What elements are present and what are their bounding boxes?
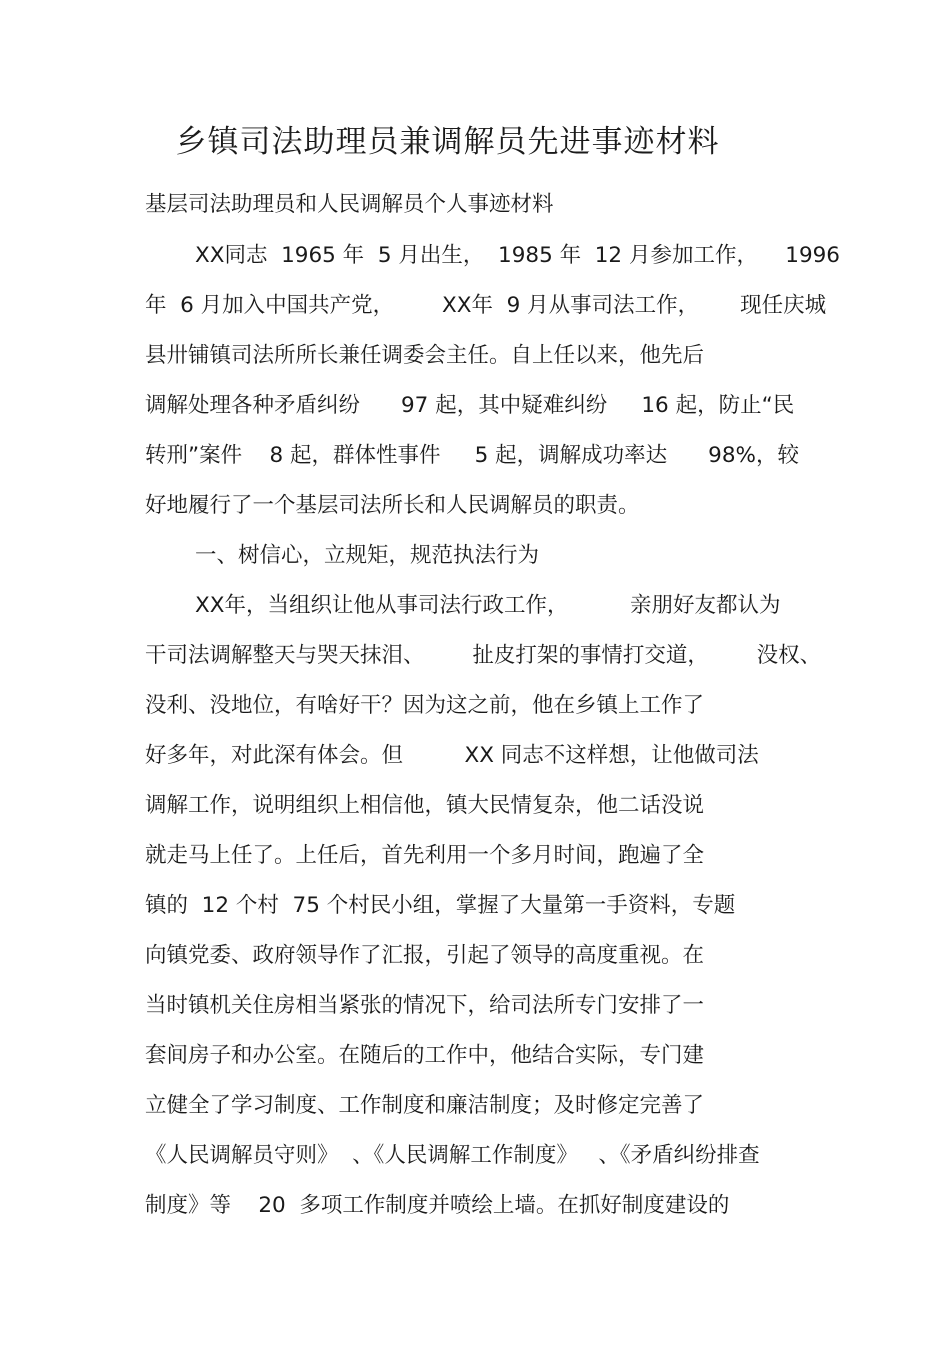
paragraph-line: XX年，当组织让他从事司法行政工作， 亲朋好友都认为: [195, 593, 781, 618]
paragraph-line: 年 6 月加入中国共产党， XX年 9 月从事司法工作， 现任庆城: [145, 293, 827, 318]
document-title: 乡镇司法助理员兼调解员先进事迹材料: [175, 124, 720, 160]
paragraph-line: 套间房子和办公室。在随后的工作中，他结合实际，专门建: [145, 1043, 705, 1068]
paragraph-line: 制度》等 20 多项工作制度并喷绘上墙。在抓好制度建设的: [145, 1193, 730, 1218]
paragraph-line: 《人民调解员守则》 、《人民调解工作制度》 、《矛盾纠纷排查: [145, 1143, 760, 1168]
paragraph-line: 镇的 12 个村 75 个村民小组，掌握了大量第一手资料，专题: [145, 893, 736, 918]
paragraph-line: 没利、没地位，有啥好干？因为这之前，他在乡镇上工作了: [145, 693, 705, 718]
paragraph-line: 立健全了学习制度、工作制度和廉洁制度；及时修定完善了: [145, 1093, 705, 1118]
paragraph-line: 当时镇机关住房相当紧张的情况下，给司法所专门安排了一: [145, 993, 705, 1018]
paragraph-line: 就走马上任了。上任后，首先利用一个多月时间，跑遍了全: [145, 843, 705, 868]
paragraph-line: XX同志 1965 年 5 月出生， 1985 年 12 月参加工作， 1996: [195, 243, 840, 268]
paragraph-line: 调解处理各种矛盾纠纷 97 起，其中疑难纠纷 16 起，防止“民: [145, 393, 795, 418]
paragraph-line: 好多年，对此深有体会。但 XX 同志不这样想，让他做司法: [145, 743, 759, 768]
paragraph-line: 向镇党委、政府领导作了汇报，引起了领导的高度重视。在: [145, 943, 705, 968]
document-subtitle: 基层司法助理员和人民调解员个人事迹材料: [145, 192, 554, 217]
paragraph-line: 好地履行了一个基层司法所长和人民调解员的职责。: [145, 493, 640, 518]
paragraph-line: 调解工作，说明组织上相信他，镇大民情复杂，他二话没说: [145, 793, 705, 818]
paragraph-line: 干司法调解整天与哭天抹泪、 扯皮打架的事情打交道， 没权、: [145, 643, 822, 668]
paragraph-line: 县卅铺镇司法所所长兼任调委会主任。自上任以来，他先后: [145, 343, 705, 368]
paragraph-line: 转刑”案件 8 起，群体性事件 5 起，调解成功率达 98%，较: [145, 443, 799, 468]
section-heading: 一、树信心，立规矩，规范执法行为: [195, 543, 540, 568]
